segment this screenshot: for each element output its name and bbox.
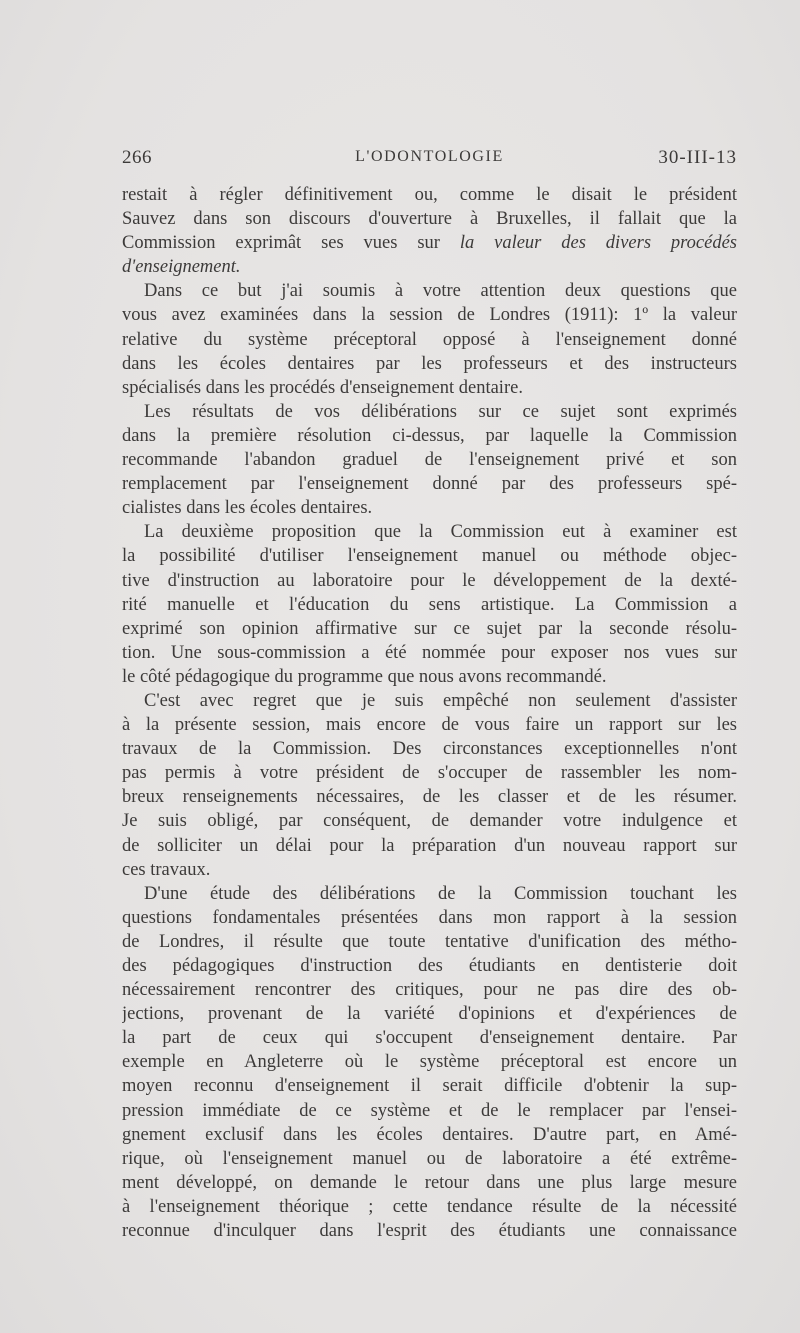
text-line: le côté pédagogique du programme que nous avons recommandé. [122,666,607,687]
text-line: Dans ce but j'ai soumis à votre attention deux questions que [144,281,737,302]
text-line: ment développé, on demande le retour dans une plus large mesure [122,1172,737,1193]
running-head [122,147,737,173]
page-number: 266 [122,147,152,168]
text-line: questions fondamentales présentées dans mon rapport à la session [122,907,737,928]
text-line: la part de ceux qui s'occupent d'enseignement dentaire. Par [122,1028,737,1049]
text-line: pas permis à votre président de s'occuper de rassembler les nom- [122,763,737,784]
text-line: exemple en Angleterre où le système préceptoral est encore un [122,1052,737,1073]
text-line: exprimé son opinion affirmative sur ce sujet par la seconde résolu- [122,618,737,639]
text-line: la possibilité d'utiliser l'enseignement manuel ou méthode objec- [122,546,737,567]
text-line: de solliciter un délai pour la préparation d'un nouveau rapport sur [122,835,737,856]
text-line: D'une étude des délibérations de la Commission touchant les [144,883,737,904]
text-line: ces travaux. [122,859,211,880]
text-line: de Londres, il résulte que toute tentative d'unification des métho- [122,931,737,952]
text-line: vous avez examinées dans la session de Londres (1911): 1º la valeur [122,305,737,326]
body-text [122,183,737,1243]
text-line: moyen reconnu d'enseignement il serait difficile d'obtenir la sup- [122,1076,737,1097]
text-line: rique, où l'enseignement manuel ou de laboratoire a été extrême- [122,1148,737,1169]
text-line: reconnue d'inculquer dans l'esprit des étudiants une connaissance [122,1221,737,1242]
text-line: à l'enseignement théorique ; cette tendance résulte de la nécessité [122,1196,737,1217]
text-line: Je suis obligé, par conséquent, de demander votre indulgence et [122,811,737,832]
text-line: spécialisés dans les procédés d'enseignement dentaire. [122,377,523,398]
text-line: dans les écoles dentaires par les professeurs et des instructeurs [122,353,737,374]
text-line: pression immédiate de ce système et de le remplacer par l'ensei- [122,1100,737,1121]
text-line: Les résultats de vos délibérations sur ce sujet sont exprimés [144,401,737,422]
text-line: jections, provenant de la variété d'opinions et d'expériences de [122,1004,737,1025]
text-fragment: Commission exprimât ses vues sur [122,233,460,254]
text-line: travaux de la Commission. Des circonstances exceptionnelles n'ont [122,739,737,760]
text-line: recommande l'abandon graduel de l'enseignement privé et son [122,450,737,471]
text-line: rité manuelle et l'éducation du sens artistique. La Commission a [122,594,737,615]
italic-phrase: la valeur des divers procédés [459,233,737,254]
text-line: cialistes dans les écoles dentaires. [122,498,373,519]
text-line: des pédagogiques d'instruction des étudiants en dentisterie doit [122,956,737,976]
text-line: tive d'instruction au laboratoire pour le développement de la dexté- [122,570,737,591]
journal-title: L'ODONTOLOGIE [355,148,504,165]
text-line: C'est avec regret que je suis empêché non seulement d'assister [144,690,737,711]
text-line [122,255,737,279]
text-line: nécessairement rencontrer des critiques, pour ne pas dire des ob- [122,980,737,1001]
text-line: gnement exclusif dans les écoles dentaires. D'autre part, en Amé- [122,1124,737,1145]
italic-phrase: d'enseignement. [122,257,241,278]
text-line: La deuxième proposition que la Commission eut à examiner est [144,522,737,543]
text-line: tion. Une sous-commission a été nommée pour exposer nos vues sur [122,642,737,663]
text-line: Sauvez dans son discours d'ouverture à Bruxelles, il fallait que la [122,209,737,230]
text-line: restait à régler définitivement ou, comme le disait le président [122,185,737,205]
text-line: à la présente session, mais encore de vous faire un rapport sur les [122,715,737,736]
text-line: dans la première résolution ci-dessus, par laquelle la Commission [122,425,737,446]
issue-date: 30-III-13 [658,147,737,168]
text-line: breux renseignements nécessaires, de les classer et de les résumer. [122,787,737,808]
text-line [122,231,737,255]
text-line: relative du système préceptoral opposé à l'enseignement donné [122,329,737,350]
text-line: remplacement par l'enseignement donné par des professeurs spé- [122,474,737,495]
